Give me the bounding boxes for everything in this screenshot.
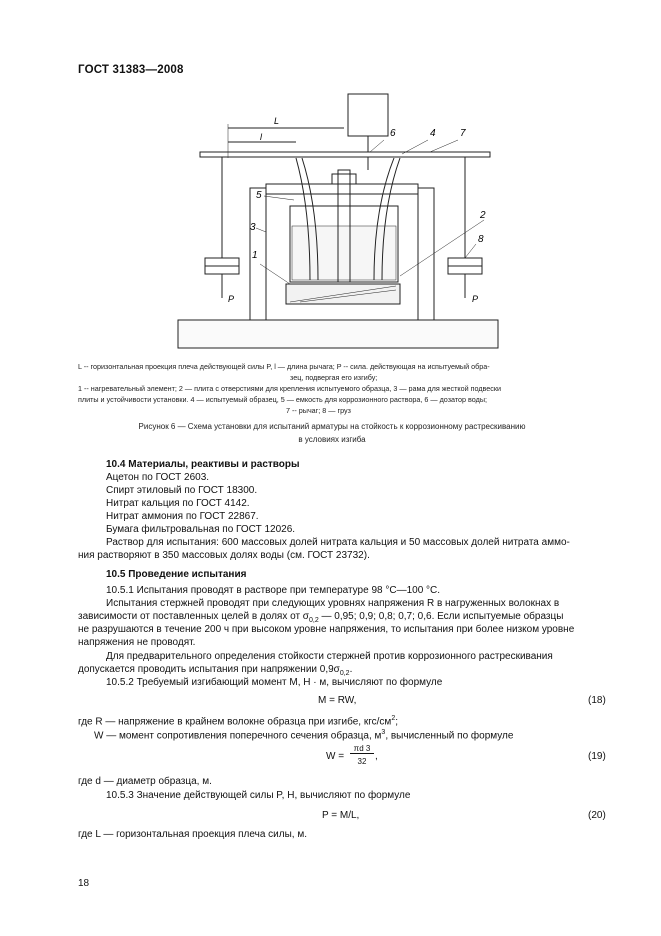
solution-line-2: ния растворяют в 350 массовых долях воды (см. ГОСТ 23732). — [78, 550, 370, 561]
equation-19-lhs: W = — [326, 751, 345, 762]
equation-20: P = M/L, — [322, 810, 360, 821]
paragraph-10-5-3: 10.5.3 Значение действующей силы P, Н, вычисляют по формуле — [106, 790, 411, 801]
definition-W: W — момент сопротивления поперечного сечения образца, $м^3$, вычисленный по формуле — [94, 729, 514, 742]
legend-line-3: 1 -- нагревательный элемент; 2 — плита с отверстиями для крепления испытуемого образца, 3 — рама для жесткой подвески — [78, 384, 502, 393]
section-10-5-heading: 10.5 Проведение испытания — [106, 569, 247, 580]
paragraph-line: зависимости от поставленных целей в долях от $\sigma_{0,2}$ — 0,95; 0,9; 0,8; 0,7; 0,6. Если испытуемые образцы — [78, 611, 564, 624]
equation-20-number: (20) — [588, 810, 606, 821]
paragraph-line: Испытания стержней проводят при следующих уровнях напряжения R в нагруженных волокнах в — [106, 598, 560, 609]
equation-19-denominator: 32 — [357, 757, 367, 766]
equation-18-number: (18) — [588, 695, 606, 706]
paragraph-10-5-2: 10.5.2 Требуемый изгибающий момент М, Н · м, вычисляют по формуле — [106, 677, 443, 688]
material-item: Нитрат кальция по ГОСТ 4142. — [106, 498, 250, 509]
label-8: 8 — [478, 234, 484, 245]
definition-R: где R — напряжение в крайнем волокне образца при изгибе, кгс/$см^2$; — [78, 715, 398, 728]
label-2: 2 — [480, 210, 486, 221]
paragraph-line: не разрушаются в течение 200 ч при высоком уровне напряжения, то испытания при более низком уровне — [78, 624, 575, 635]
equation-18: М = RW, — [318, 695, 357, 706]
legend-line-4: плиты и устойчивости установки. 4 — испытуемый образец, 5 — емкость для коррозионного раствора, 6 — дозатор воды; — [78, 395, 487, 404]
equation-19-numerator: πd 3 — [350, 744, 374, 754]
material-item: Бумага фильтровальная по ГОСТ 12026. — [106, 524, 296, 535]
label-1: 1 — [252, 250, 258, 261]
figure-caption-line-1: Рисунок 6 — Схема установки для испытаний арматуры на стойкость к коррозионному растрескиванию — [138, 422, 526, 431]
paragraph-line: Для предварительного определения стойкости стержней против коррозионного растрескивания — [106, 651, 553, 662]
label-L: L — [274, 116, 280, 126]
label-p-left: P — [228, 294, 235, 304]
material-item: Спирт этиловый по ГОСТ 18300. — [106, 485, 258, 496]
legend-line-1: L -- горизонтальная проекция плеча действующей силы P, l — длина рычага; P -- сила. действующая на испытуемый обра- — [78, 362, 490, 371]
equation-19-number: (19) — [588, 751, 606, 762]
material-item: Нитрат аммония по ГОСТ 22867. — [106, 511, 259, 522]
definition-d: где d — диаметр образца, м. — [78, 776, 212, 787]
paragraph-line: допускается проводить испытания при напряжении $0,9\sigma_{0,2}$. — [78, 664, 353, 677]
definition-L: где L — горизонтальная проекция плеча силы, м. — [78, 829, 307, 840]
label-4: 4 — [430, 128, 436, 139]
section-10-4-heading: 10.4 Материалы, реактивы и растворы — [106, 459, 300, 470]
material-item: Ацетон по ГОСТ 2603. — [106, 472, 210, 483]
label-p-right: P — [472, 294, 479, 304]
figure-caption-line-2: в условиях изгиба — [298, 435, 366, 444]
document-header: ГОСТ 31383—2008 — [78, 64, 184, 76]
paragraph-10-5-1: 10.5.1 Испытания проводят в растворе при температуре 98 °С—100 °С. — [106, 585, 441, 596]
equation-19-tail: , — [375, 751, 378, 762]
label-5: 5 — [256, 190, 262, 201]
label-l: l — [260, 132, 262, 142]
test-rig-diagram — [160, 88, 500, 353]
page-number: 18 — [78, 878, 90, 889]
label-3: 3 — [250, 222, 256, 233]
label-6: 6 — [390, 128, 396, 139]
solution-line-1: Раствор для испытания: 600 массовых долей нитрата кальция и 50 массовых долей нитрата аммо- — [106, 537, 570, 548]
legend-line-2: зец, подвергая его изгибу; — [290, 373, 378, 382]
paragraph-line: напряжения не проводят. — [78, 637, 196, 648]
label-7: 7 — [460, 128, 466, 139]
legend-line-5: 7 -- рычаг; 8 — груз — [286, 406, 351, 415]
